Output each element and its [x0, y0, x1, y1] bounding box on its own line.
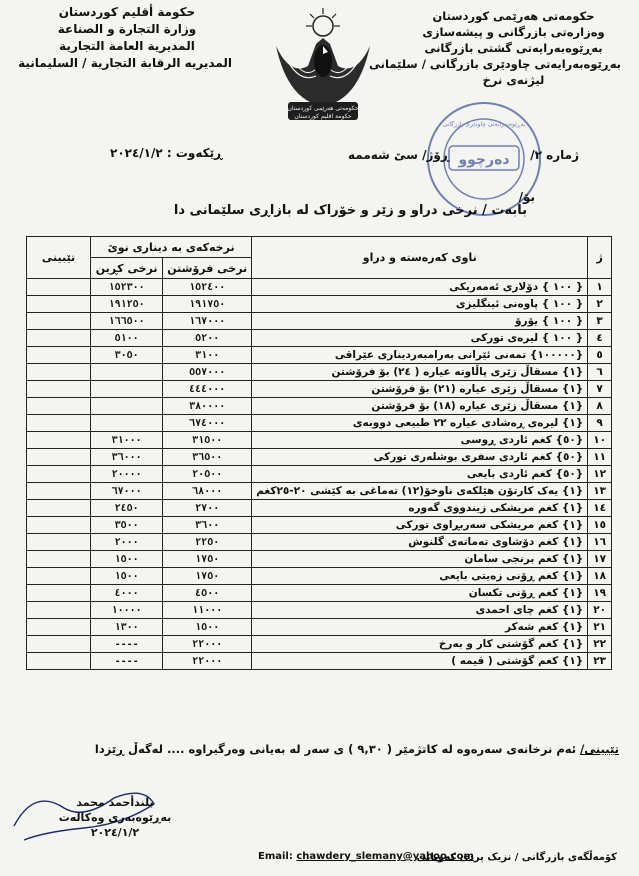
row-item: {١} کغم مریشکی زیندووی گەورە: [252, 500, 588, 517]
emblem-ribbon-text: حکومەتی هەرێمی کوردستان: [287, 105, 359, 112]
letterhead-line: وزارة التجارة و الصناعة: [57, 22, 197, 36]
row-buy-price: ----: [91, 636, 163, 653]
row-notes: [27, 347, 91, 364]
row-item: { ١٠٠ } پاوەنی ئینگلیزی: [252, 296, 588, 313]
kurdish-letterhead: [369, 8, 621, 88]
row-number: ٥: [588, 347, 612, 364]
row-sell-price: ١١٠٠٠: [163, 602, 252, 619]
row-number: ٣: [588, 313, 612, 330]
row-number: ٧: [588, 381, 612, 398]
row-number: ١٤: [588, 500, 612, 517]
row-sell-price: ١٥٠٠: [163, 619, 252, 636]
row-buy-price: [91, 364, 163, 381]
row-buy-price: ٣١٠٠٠: [91, 432, 163, 449]
row-buy-price: [91, 415, 163, 432]
row-notes: [27, 551, 91, 568]
row-notes: [27, 483, 91, 500]
row-sell-price: ١٥٢٤٠٠: [163, 279, 252, 296]
letter-date: ڕێکەوت : ٢٠٢٤/١/٢: [110, 146, 223, 160]
row-number: ١: [588, 279, 612, 296]
row-buy-price: ٢٠٠٠٠: [91, 466, 163, 483]
row-notes: [27, 500, 91, 517]
row-number: ١٩: [588, 585, 612, 602]
row-sell-price: ٤٥٠٠: [163, 585, 252, 602]
row-number: ١١: [588, 449, 612, 466]
table-row: [27, 619, 612, 636]
row-sell-price: ١٦٧٠٠٠: [163, 313, 252, 330]
row-sell-price: ٢٢٥٠: [163, 534, 252, 551]
row-sell-price: ٦٨٠٠٠: [163, 483, 252, 500]
row-buy-price: ٢٤٥٠: [91, 500, 163, 517]
row-notes: [27, 449, 91, 466]
row-sell-price: ٤٤٤٠٠٠: [163, 381, 252, 398]
row-number: ٤: [588, 330, 612, 347]
col-header-buy: نرخی کڕین: [91, 258, 163, 279]
row-item: {٥٠} کغم ئاردی سفری بوشلەری تورکی: [252, 449, 588, 466]
row-notes: [27, 279, 91, 296]
row-notes: [27, 432, 91, 449]
table-row: [27, 636, 612, 653]
row-buy-price: [91, 398, 163, 415]
stamp-ring-text: بەڕێوەبەرایەتی چاودێری بازرگانی: [442, 121, 526, 128]
row-sell-price: ٢٢٠٠٠: [163, 653, 252, 670]
letterhead-line: حكومة أقليم كوردستان: [58, 5, 196, 19]
row-notes: [27, 534, 91, 551]
row-number: ٩: [588, 415, 612, 432]
row-number: ١٨: [588, 568, 612, 585]
row-notes: [27, 415, 91, 432]
col-header-sell: نرخی فرۆشتن: [163, 258, 252, 279]
table-row: [27, 551, 612, 568]
row-item: { ١٠٠ } لیرەی تورکی: [252, 330, 588, 347]
col-header-price-group: نرخەکەی بە دیناری نوێ: [91, 237, 252, 258]
row-sell-price: ١٩١٧٥٠: [163, 296, 252, 313]
table-row: [27, 483, 612, 500]
row-number: ٢٠: [588, 602, 612, 619]
row-notes: [27, 602, 91, 619]
row-item: {١} کغم ڕۆنی تکسان: [252, 585, 588, 602]
row-notes: [27, 466, 91, 483]
row-buy-price: ١٥٠٠: [91, 551, 163, 568]
email-label: Email:: [258, 851, 293, 862]
row-buy-price: ٥١٠٠: [91, 330, 163, 347]
price-table: [26, 236, 612, 670]
table-row: [27, 330, 612, 347]
row-buy-price: ٣٦٠٠٠: [91, 449, 163, 466]
row-buy-price: ١٥٢٣٠٠: [91, 279, 163, 296]
letter-day: ڕۆژ/ سێ شەممە: [348, 148, 450, 162]
row-number: ١٢: [588, 466, 612, 483]
letter-number: ژمارە ٢/: [530, 148, 579, 162]
table-row: [27, 602, 612, 619]
table-row: [27, 534, 612, 551]
row-number: ١٠: [588, 432, 612, 449]
row-notes: [27, 296, 91, 313]
table-row: [27, 568, 612, 585]
letterhead-line: المديرية العامة التجارية: [59, 39, 195, 53]
row-number: ٢٢: [588, 636, 612, 653]
row-notes: [27, 517, 91, 534]
row-item: {١} کغم گۆشتی ( قیمە ): [252, 653, 588, 670]
emblem-ribbon-text: حكومة اقليم كوردستان: [294, 113, 352, 120]
row-sell-price: ٢٧٠٠: [163, 500, 252, 517]
col-header-number: ژ: [588, 237, 612, 279]
row-buy-price: ١٣٠٠: [91, 619, 163, 636]
table-row: [27, 347, 612, 364]
row-item: {١} کغم شەکر: [252, 619, 588, 636]
letterhead-line: بەڕێوەبەرایەتی چاودێری بازرگانی / سلێمانی: [369, 57, 621, 71]
row-sell-price: ٢٢٠٠٠: [163, 636, 252, 653]
row-buy-price: ٤٠٠٠: [91, 585, 163, 602]
row-item: {١} لیرەی ڕەشادی عیارە ٢٢ طبیعی دووبەی: [252, 415, 588, 432]
eagle-emblem-icon: [268, 6, 378, 128]
row-item: {١٠٠٠٠٠} تمەنی ئێرانی بەرامبەردیناری عێراقی: [252, 347, 588, 364]
row-item: { ١٠٠ } دۆلاری ئەمەریکی: [252, 279, 588, 296]
row-sell-price: ٦٧٤٠٠٠: [163, 415, 252, 432]
row-number: ٢١: [588, 619, 612, 636]
table-row: [27, 313, 612, 330]
col-header-item: ناوی کەرەستە و دراو: [252, 237, 588, 279]
row-item: {١} کغم ڕۆنی زەیتی بایعی: [252, 568, 588, 585]
row-item: {١} کغم برنجی سامان: [252, 551, 588, 568]
row-sell-price: ١٧٥٠: [163, 568, 252, 585]
row-notes: [27, 619, 91, 636]
footnote-text: ئەم نرخانەی سەرەوە لە کاتژمێر ( ٩,٣٠ ) ی سەر لە بەیانی وەرگیراوە .... لەگەڵ ڕێزدا: [94, 742, 577, 756]
table-row: [27, 500, 612, 517]
row-number: ٢٣: [588, 653, 612, 670]
row-buy-price: ----: [91, 653, 163, 670]
stamp-main-text: دەرچوو: [458, 152, 510, 168]
row-number: ١٣: [588, 483, 612, 500]
row-sell-price: ٣٦٠٠: [163, 517, 252, 534]
table-row: [27, 449, 612, 466]
row-buy-price: ١٥٠٠: [91, 568, 163, 585]
footnote-label: تێبینی/: [580, 742, 619, 756]
table-row: [27, 517, 612, 534]
footnote: [95, 742, 619, 756]
table-row: [27, 585, 612, 602]
letter-subject: بابەت / نرخی دراو و زێر و خۆراک لە بازاڕی سلێمانی دا: [173, 203, 527, 218]
row-notes: [27, 313, 91, 330]
signatory-title: بەڕێوەبەری وەکالەت: [58, 811, 172, 824]
row-item: {١} کغم چای احمدی: [252, 602, 588, 619]
row-number: ٢: [588, 296, 612, 313]
table-row: [27, 296, 612, 313]
signature-date: ٢٠٢٤/١/٢: [90, 826, 140, 839]
row-notes: [27, 381, 91, 398]
letterhead-line: بەڕێوەبەرایەتی گشتی بازرگانی: [424, 41, 603, 55]
footer-address: کۆمەڵگەی بازرگانی / نزیک پردی کەوبانی: [416, 852, 617, 863]
row-item: {١} کغم دۆشاوی تەماتەی گلنوش: [252, 534, 588, 551]
letter-recipient: بۆ/: [518, 190, 535, 204]
letterhead-line: المديريه الرقابة التجارية / السليمانية: [18, 56, 232, 70]
row-sell-price: ٢٠٥٠٠: [163, 466, 252, 483]
row-sell-price: ٥٥٧٠٠٠: [163, 364, 252, 381]
row-item: {١} کغم مریشکی سەربڕاوی تورکی: [252, 517, 588, 534]
row-buy-price: ٢٠٠٠: [91, 534, 163, 551]
row-item: {١} مسقاڵ زێری پاڵاوتە عیارە ( ٢٤) بۆ فرۆشتن: [252, 364, 588, 381]
row-sell-price: ١٧٥٠: [163, 551, 252, 568]
row-item: {٥٠} کغم ئاردی ڕوسی: [252, 432, 588, 449]
email-link[interactable]: chawdery_slemany@yahoo.com: [296, 851, 474, 862]
row-item: {١} مسقاڵ زێری عیارە (٢١) بۆ فرۆشتن: [252, 381, 588, 398]
row-buy-price: [91, 381, 163, 398]
row-buy-price: ١٦٦٥٠٠: [91, 313, 163, 330]
letterhead-line: وەزارەتی بازرگانی و پیشەسازی: [422, 25, 605, 39]
row-buy-price: ٦٧٠٠٠: [91, 483, 163, 500]
row-notes: [27, 636, 91, 653]
row-item: {١} کغم گۆشتی کار و بەرخ: [252, 636, 588, 653]
table-row: [27, 398, 612, 415]
row-notes: [27, 568, 91, 585]
row-sell-price: ٣١٥٠٠: [163, 432, 252, 449]
table-row: [27, 364, 612, 381]
letterhead-line: لیژنەی نرخ: [482, 73, 545, 87]
table-row: [27, 466, 612, 483]
row-number: ١٥: [588, 517, 612, 534]
row-number: ٨: [588, 398, 612, 415]
row-notes: [27, 585, 91, 602]
letterhead-line: حکومەتی هەرێمی کوردستان: [432, 9, 595, 23]
row-sell-price: ٣٦٥٠٠: [163, 449, 252, 466]
row-sell-price: ٣١٠٠: [163, 347, 252, 364]
row-item: {٥٠} کغم ئاردی بایعی: [252, 466, 588, 483]
row-sell-price: ٣٨٠٠٠٠: [163, 398, 252, 415]
row-notes: [27, 398, 91, 415]
signatory-name: بلندأحمد محمد: [76, 796, 154, 809]
table-header-row: [27, 237, 612, 258]
col-header-notes: تێبینی: [27, 237, 91, 279]
row-buy-price: ٣٥٠٠: [91, 517, 163, 534]
row-notes: [27, 364, 91, 381]
signature-block: [40, 795, 190, 840]
row-buy-price: ٣٠٥٠: [91, 347, 163, 364]
row-item: { ١٠٠ } یۆرۆ: [252, 313, 588, 330]
table-row: [27, 381, 612, 398]
row-number: ٦: [588, 364, 612, 381]
table-row: [27, 415, 612, 432]
row-notes: [27, 330, 91, 347]
row-sell-price: ٥٢٠٠: [163, 330, 252, 347]
row-number: ١٦: [588, 534, 612, 551]
row-item: {١} مسقاڵ زێری عیارە (١٨) بۆ فرۆشتن: [252, 398, 588, 415]
row-notes: [27, 653, 91, 670]
row-number: ١٧: [588, 551, 612, 568]
row-buy-price: ١٠٠٠٠: [91, 602, 163, 619]
table-row: [27, 279, 612, 296]
arabic-letterhead: [18, 4, 232, 72]
row-item: {١} یەک کارتۆن هێلکەی ناوخۆ(١٢) تەماغی بە کێشی ٢٠-٢٥کغم: [252, 483, 588, 500]
table-row: [27, 432, 612, 449]
row-buy-price: ١٩١٢٥٠: [91, 296, 163, 313]
table-row: [27, 653, 612, 670]
